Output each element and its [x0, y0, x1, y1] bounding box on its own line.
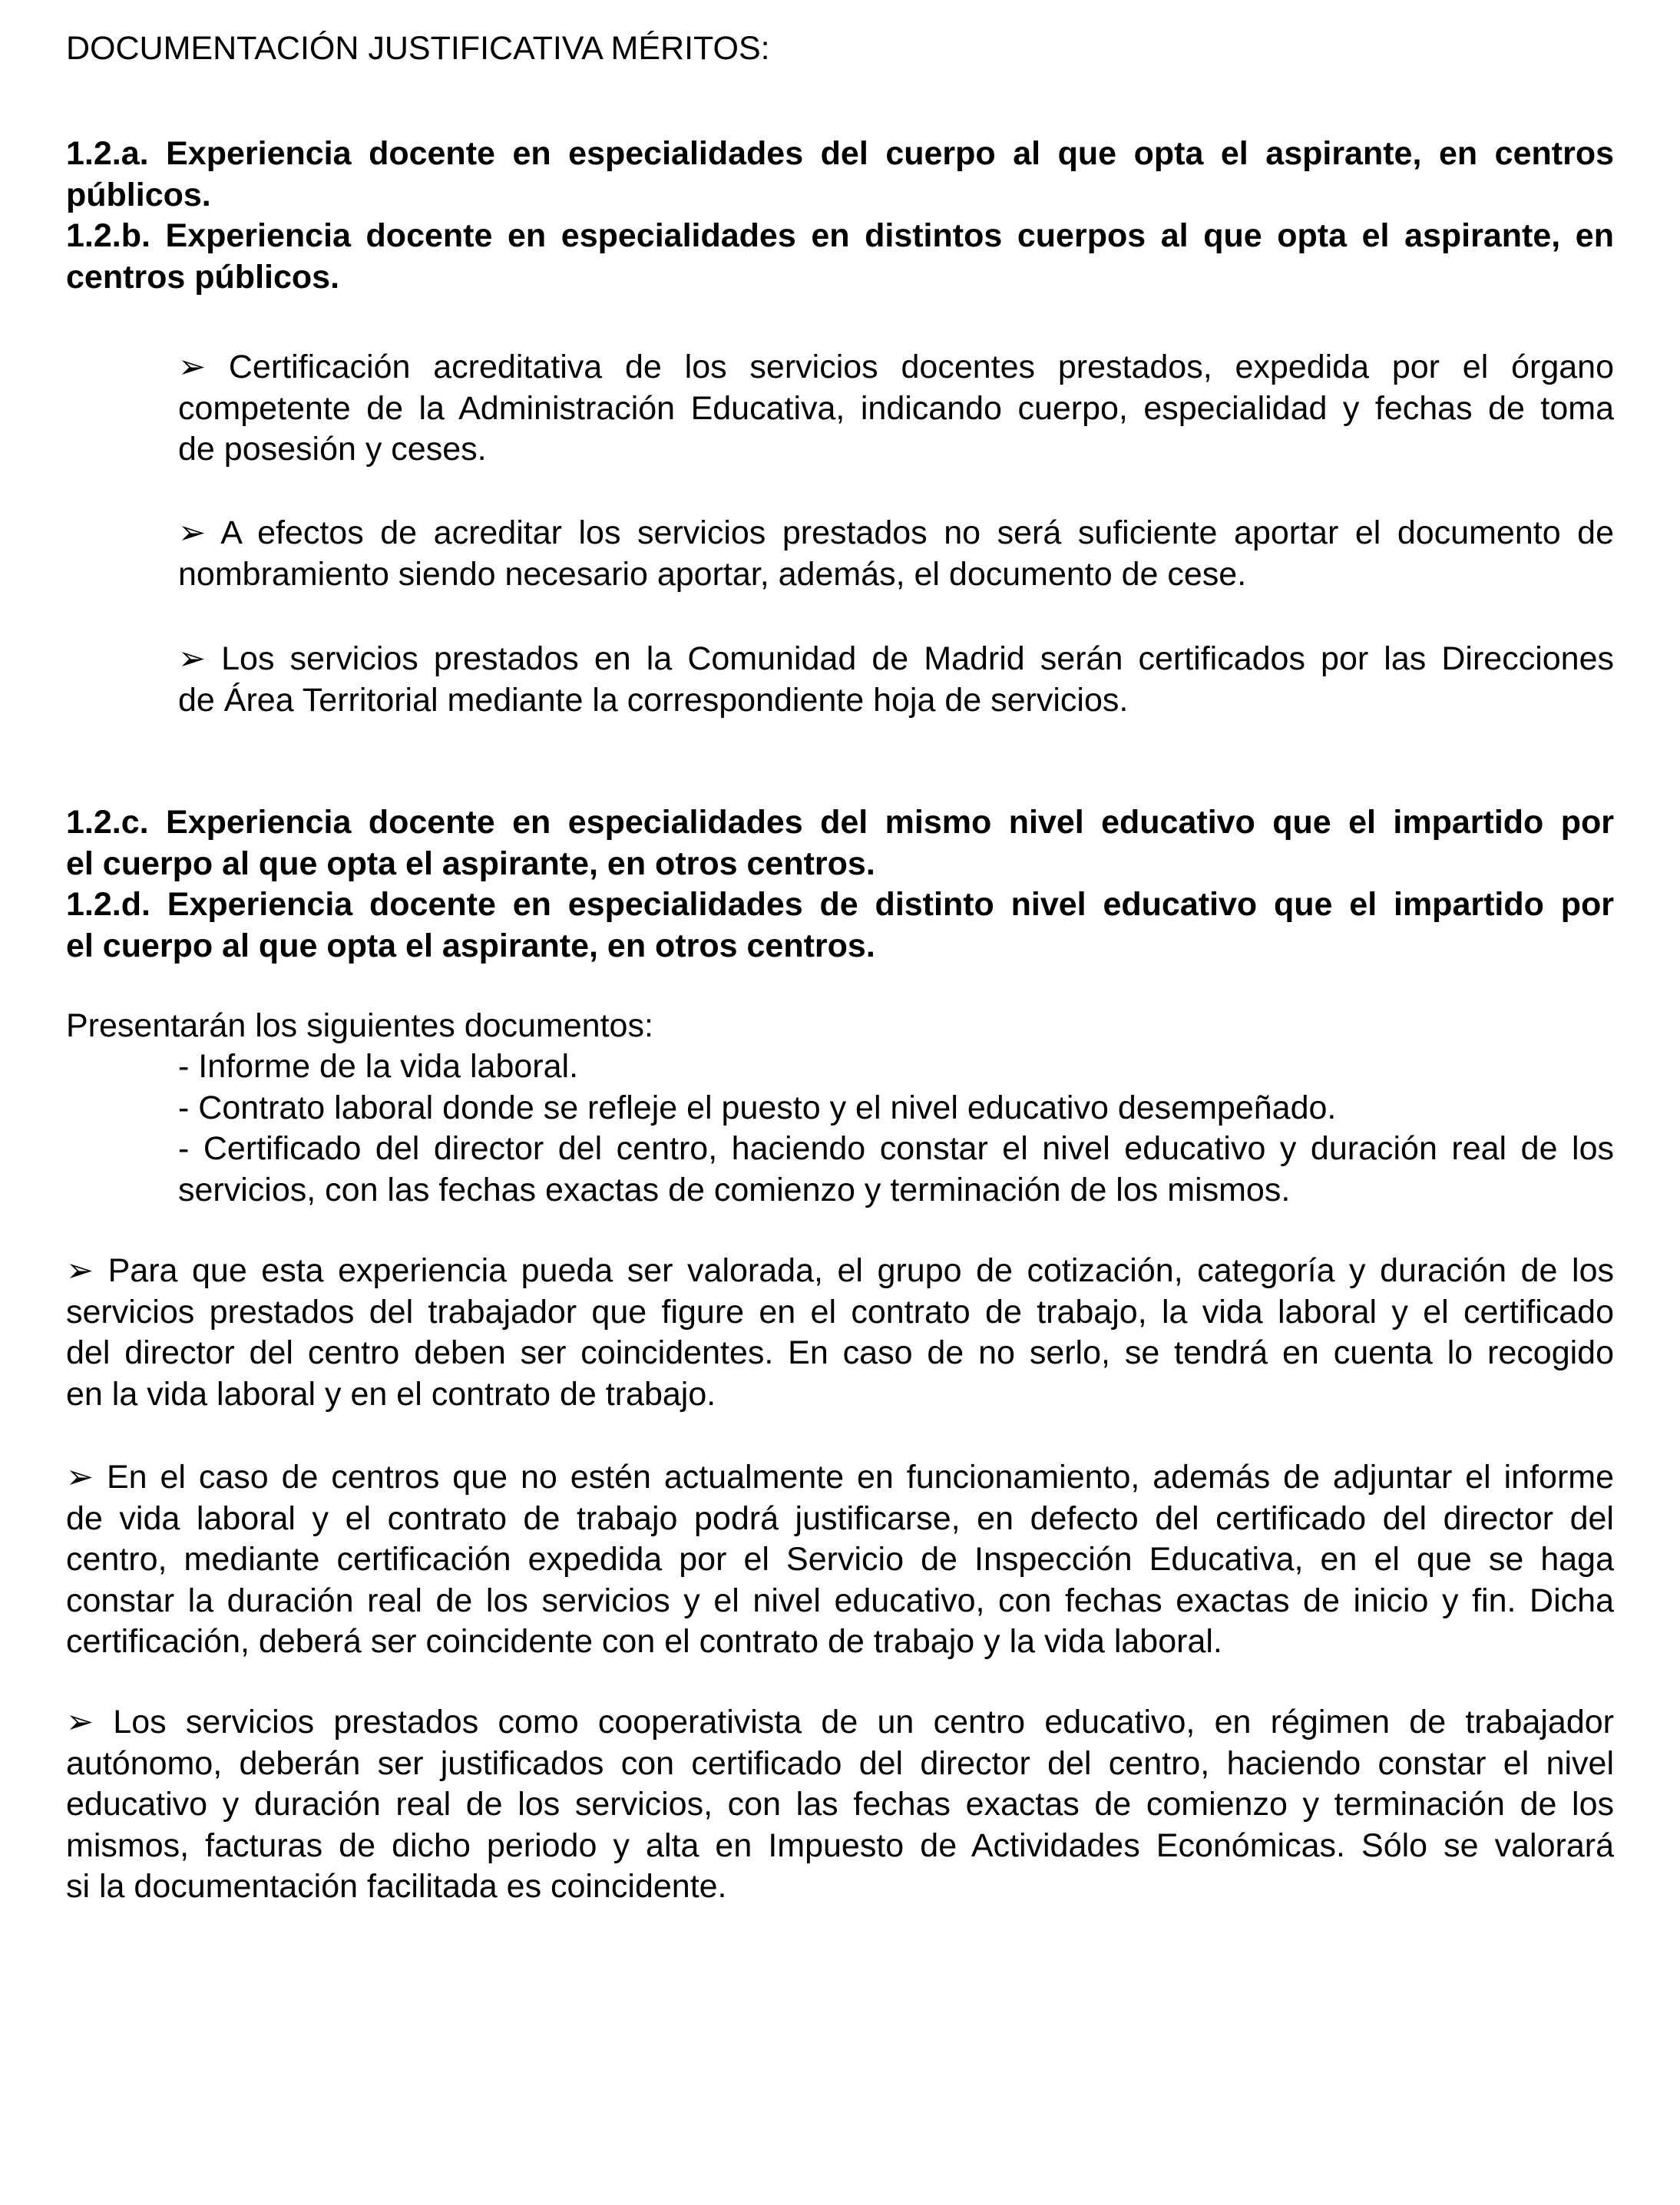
block-bullet-cooperativista [66, 1702, 1614, 1908]
text-line: ➢ Los servicios prestados en la Comunidad de Madrid serán certificados por las Direcciones [178, 640, 1614, 677]
text-line: de Área Territorial mediante la correspondiente hoja de servicios. [178, 681, 1129, 719]
text-line: ➢ En el caso de centros que no estén actualmente en funcionamiento, además de adjuntar el informe [66, 1459, 1614, 1496]
block-bullet-nombramiento [178, 513, 1614, 595]
text-line: autónomo, deberán ser justificados con certificado del director del centro, haciendo constar el nivel [66, 1744, 1614, 1782]
text-line: mismos, facturas de dicho periodo y alta en Impuesto de Actividades Económicas. Sólo se valorará [66, 1826, 1614, 1864]
text-line: ➢ Certificación acreditativa de los servicios docentes prestados, expedida por el órgano [178, 349, 1614, 385]
text-line: si la documentación facilitada es coincidente. [66, 1868, 727, 1906]
text-line: servicios, con las fechas exactas de comienzo y terminación de los mismos. [178, 1171, 1291, 1208]
text-line: 1.2.c. Experiencia docente en especialidades del mismo nivel educativo que el impartido por [66, 804, 1614, 841]
block-presentaran-intro [66, 1006, 1614, 1047]
block-bullet-centros-cerrados [66, 1457, 1614, 1663]
text-line: - Informe de la vida laboral. [178, 1048, 579, 1085]
document-title: DOCUMENTACIÓN JUSTIFICATIVA MÉRITOS: [66, 30, 770, 67]
text-line: de vida laboral y el contrato de trabajo podrá justificarse, en defecto del certificado del director del [66, 1499, 1614, 1537]
text-line: centro, mediante certificación expedida por el Servicio de Inspección Educativa, en el que se haga [66, 1541, 1614, 1579]
text-line: 1.2.a. Experiencia docente en especialidades del cuerpo al que opta el aspirante, en centros [66, 135, 1614, 172]
text-line: - Contrato laboral donde se refleje el puesto y el nivel educativo desempeñado. [178, 1089, 1337, 1126]
text-line: centros públicos. [66, 258, 340, 296]
text-line: Presentarán los siguientes documentos: [66, 1007, 653, 1044]
block-bullet-madrid [178, 639, 1614, 721]
block-bullet-certificacion [178, 347, 1614, 471]
text-line: ➢ Para que esta experiencia pueda ser valorada, el grupo de cotización, categoría y duración de los [66, 1252, 1614, 1289]
text-line: de posesión y ceses. [178, 431, 487, 468]
block-documents-list [178, 1046, 1614, 1211]
text-line: en la vida laboral y en el contrato de trabajo. [66, 1375, 716, 1413]
text-line: públicos. [66, 176, 211, 213]
text-line: nombramiento siendo necesario aportar, además, el documento de cese. [178, 555, 1247, 593]
block-title [66, 28, 1614, 70]
text-line: certificación, deberá ser coincidente con el contrato de trabajo y la vida laboral. [66, 1623, 1222, 1661]
text-line: constar la duración real de los servicios y el nivel educativo, con fechas exactas de inicio y fin. Dicha [66, 1582, 1614, 1619]
text-line: competente de la Administración Educativa, indicando cuerpo, especialidad y fechas de toma [178, 389, 1614, 427]
block-bullet-valoracion [66, 1251, 1614, 1415]
text-line: 1.2.d. Experiencia docente en especialidades de distinto nivel educativo que el impartido por [66, 886, 1614, 924]
text-line: servicios prestados del trabajador que figure en el contrato de trabajo, la vida laboral y el certificado [66, 1293, 1614, 1331]
text-line: ➢ A efectos de acreditar los servicios prestados no será suficiente aportar el documento de [178, 514, 1614, 551]
text-line: ➢ Los servicios prestados como cooperativista de un centro educativo, en régimen de trabajador [66, 1704, 1614, 1741]
text-line: el cuerpo al que opta el aspirante, en otros centros. [66, 927, 875, 964]
block-heading-1-2-a-b [66, 134, 1614, 298]
block-heading-1-2-c-d [66, 802, 1614, 967]
text-line: el cuerpo al que opta el aspirante, en otros centros. [66, 845, 875, 882]
text-line: del director del centro deben ser coincidentes. En caso de no serlo, se tendrá en cuenta lo recogido [66, 1334, 1614, 1372]
text-line: - Certificado del director del centro, haciendo constar el nivel educativo y duración real de los [178, 1130, 1614, 1168]
text-line: educativo y duración real de los servicios, con las fechas exactas de comienzo y terminación de los [66, 1786, 1614, 1823]
text-line: 1.2.b. Experiencia docente en especialidades en distintos cuerpos al que opta el aspirante, en [66, 217, 1614, 255]
